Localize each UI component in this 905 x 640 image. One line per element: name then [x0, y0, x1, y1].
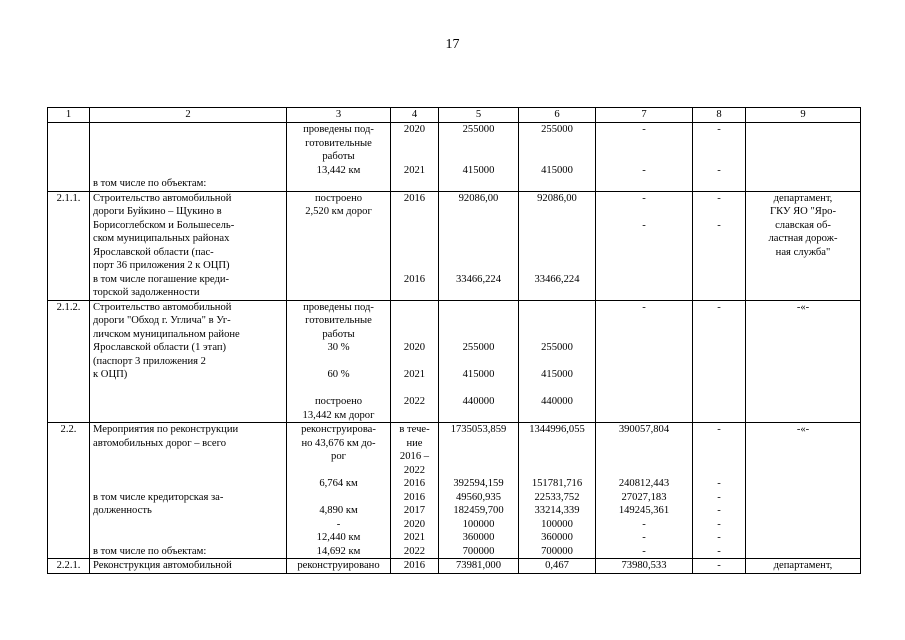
cell-line: -: [642, 545, 646, 557]
year-cell: [391, 300, 439, 423]
cell-line: -: [717, 518, 721, 530]
federal-amount-cell: [519, 423, 596, 559]
cell-line: [696, 137, 742, 151]
cell-line: [522, 205, 592, 219]
cell-line: 30 %: [327, 342, 350, 353]
regional-amount-cell: [596, 423, 693, 559]
cell-line: автомобильных дорог – всего: [93, 437, 227, 449]
cell-line: [522, 382, 592, 396]
federal-amount-cell: [519, 123, 596, 192]
cell-line: Строительство автомобильной: [93, 301, 232, 313]
cell-line: -: [717, 424, 721, 435]
cell-line: [599, 205, 689, 219]
cell-line: 2016 –: [399, 451, 430, 462]
cell-line: -«-: [796, 424, 810, 435]
cell-line: [394, 246, 435, 260]
other-amount-cell: [693, 423, 746, 559]
cell-line: Строительство автомобильной: [93, 192, 232, 204]
cell-line: 415000: [462, 369, 495, 380]
total-amount-cell: [439, 559, 519, 574]
item-number-cell: [48, 123, 90, 192]
cell-line: проведены под-: [303, 301, 374, 313]
cell-line: 33466,224: [534, 273, 580, 285]
cell-line: 182459,700: [453, 505, 504, 516]
cell-line: [599, 464, 689, 478]
cell-line: 0,467: [545, 560, 569, 571]
cell-line: Мероприятия по реконструкции: [93, 424, 239, 435]
header-cell: 8: [693, 108, 746, 123]
cell-line: в том числе кредиторская за-: [93, 491, 224, 503]
cell-line: 2016: [403, 560, 426, 571]
cell-line: -: [717, 478, 721, 489]
cell-line: 255000: [462, 342, 495, 353]
regional-amount-cell: [596, 191, 693, 300]
cell-line: 73980,533: [621, 560, 667, 571]
cell-line: [599, 137, 689, 151]
cell-line: [442, 301, 515, 315]
header-cell: 9: [746, 108, 861, 123]
cell-line: 6,764 км: [319, 478, 358, 489]
other-amount-cell: [693, 191, 746, 300]
cell-line: 151781,716: [531, 478, 583, 489]
cell-line: [522, 450, 592, 464]
program-table: [47, 107, 861, 574]
cell-line: [93, 137, 283, 151]
cell-line: 2,520 км дорог: [305, 206, 372, 217]
other-amount-cell: [693, 300, 746, 423]
cell-line: ная служба": [775, 246, 831, 258]
year-cell: [391, 423, 439, 559]
total-amount-cell: [439, 300, 519, 423]
cell-line: Реконструкция автомобильной: [93, 560, 232, 571]
cell-line: [93, 164, 283, 178]
cell-line: [522, 328, 592, 342]
header-cell: 2: [90, 108, 287, 123]
cell-line: 73981,000: [455, 560, 502, 571]
cell-line: [442, 382, 515, 396]
cell-line: [442, 232, 515, 246]
cell-line: -: [642, 532, 646, 543]
executor-cell: [746, 423, 861, 559]
cell-line: реконструирова-: [301, 424, 376, 435]
cell-line: [442, 464, 515, 478]
cell-line: рог: [331, 451, 346, 462]
cell-line: [442, 314, 515, 328]
cell-line: [394, 219, 435, 233]
cell-line: 92086,00: [458, 192, 499, 204]
header-cell: 1: [48, 108, 90, 123]
cell-line: [522, 246, 592, 260]
cell-line: 27027,183: [621, 491, 667, 503]
cell-line: 1735053,859: [450, 424, 507, 435]
cell-line: ГКУ ЯО "Яро-: [769, 206, 836, 217]
cell-line: -: [642, 124, 646, 135]
cell-line: 92086,00: [537, 192, 577, 204]
cell-line: работы: [322, 151, 355, 162]
table-row: [48, 423, 861, 559]
page-number: 17: [445, 37, 460, 52]
result-cell: [287, 300, 391, 423]
cell-line: [394, 314, 435, 328]
cell-line: 255000: [541, 124, 573, 135]
cell-line: 390057,804: [618, 424, 670, 435]
cell-line: 100000: [541, 518, 573, 530]
cell-line: -: [336, 518, 341, 530]
cell-line: 2016: [403, 273, 426, 285]
cell-line: [522, 301, 592, 315]
cell-line: к ОЦП): [93, 369, 128, 380]
cell-line: 33214,339: [534, 505, 580, 516]
executor-cell: [746, 123, 861, 192]
cell-line: -: [717, 192, 721, 204]
cell-line: [93, 518, 283, 532]
cell-line: -: [642, 192, 646, 204]
cell-line: [93, 531, 283, 545]
cell-line: 700000: [462, 545, 495, 557]
cell-line: Ярославской области (пас-: [93, 246, 214, 258]
other-amount-cell: [693, 559, 746, 574]
cell-line: -: [717, 491, 721, 503]
regional-amount-cell: [596, 559, 693, 574]
cell-line: 14,692 км: [316, 545, 361, 557]
year-cell: [391, 123, 439, 192]
cell-line: -: [717, 124, 721, 135]
cell-line: 12,440 км: [316, 532, 361, 543]
result-cell: [287, 423, 391, 559]
cell-line: [442, 219, 515, 233]
description-cell: [90, 423, 287, 559]
cell-line: департамент,: [773, 560, 833, 571]
cell-line: ние: [406, 437, 423, 449]
cell-line: [394, 150, 435, 164]
cell-line: [394, 137, 435, 151]
result-cell: [287, 123, 391, 192]
cell-line: [522, 137, 592, 151]
cell-line: [93, 450, 283, 464]
cell-line: 2016: [403, 192, 426, 204]
cell-line: 4,890 км: [319, 505, 358, 516]
cell-line: готовительные: [305, 137, 372, 149]
cell-line: 255000: [541, 342, 573, 353]
cell-line: 415000: [541, 164, 573, 176]
cell-line: 2022: [403, 464, 426, 476]
cell-line: [599, 450, 689, 464]
cell-line: 440000: [462, 396, 495, 407]
cell-line: 22533,752: [534, 491, 580, 503]
cell-line: 2016: [403, 491, 426, 503]
cell-line: в том числе по объектам:: [93, 178, 207, 189]
cell-line: 2021: [403, 369, 426, 380]
table-row: [48, 300, 861, 423]
cell-line: долженность: [93, 505, 152, 516]
cell-line: [696, 437, 742, 451]
header-cell: 3: [287, 108, 391, 123]
cell-line: [290, 382, 387, 396]
cell-line: [394, 301, 435, 315]
cell-line: [394, 328, 435, 342]
cell-line: [442, 355, 515, 369]
cell-line: [442, 205, 515, 219]
cell-line: в тече-: [399, 424, 430, 435]
year-cell: [391, 559, 439, 574]
result-cell: [287, 559, 391, 574]
cell-line: 2017: [403, 505, 426, 516]
cell-line: [522, 150, 592, 164]
cell-line: реконструировано: [297, 560, 380, 571]
cell-line: 33466,224: [455, 273, 502, 285]
cell-line: 240812,443: [618, 478, 670, 489]
cell-line: славская об-: [775, 219, 831, 231]
cell-line: 360000: [541, 532, 573, 543]
cell-line: -: [642, 301, 646, 313]
cell-line: [290, 355, 387, 369]
other-amount-cell: [693, 123, 746, 192]
executor-cell: [746, 191, 861, 300]
cell-line: [696, 205, 742, 219]
description-cell: [90, 191, 287, 300]
total-amount-cell: [439, 423, 519, 559]
cell-line: 60 %: [327, 369, 350, 380]
cell-line: 392594,159: [453, 478, 504, 489]
cell-line: [442, 150, 515, 164]
cell-line: 440000: [541, 396, 573, 407]
cell-line: [696, 450, 742, 464]
cell-line: -«-: [796, 301, 810, 313]
cell-line: [442, 437, 515, 451]
total-amount-cell: [439, 191, 519, 300]
cell-line: [599, 437, 689, 451]
cell-line: -: [717, 505, 721, 516]
cell-line: [394, 259, 435, 273]
header-row: [48, 108, 861, 123]
item-number-cell: [48, 300, 90, 423]
cell-line: 415000: [462, 164, 495, 176]
cell-line: Ярославской области (1 этап): [93, 342, 227, 353]
cell-line: [394, 232, 435, 246]
cell-line: 2022: [403, 396, 426, 407]
cell-line: -: [717, 560, 721, 571]
cell-line: [394, 382, 435, 396]
cell-line: проведены под-: [303, 124, 374, 135]
cell-line: -: [717, 301, 721, 313]
cell-line: -: [717, 219, 721, 231]
cell-line: 2.1.1.: [56, 192, 81, 204]
cell-line: построено: [314, 396, 363, 407]
cell-line: -: [717, 532, 721, 543]
result-cell: [287, 191, 391, 300]
cell-line: [522, 355, 592, 369]
cell-line: 255000: [462, 124, 495, 135]
cell-line: готовительные: [305, 315, 372, 326]
cell-line: в том числе погашение креди-: [93, 273, 230, 285]
cell-line: [442, 246, 515, 260]
item-number-cell: [48, 423, 90, 559]
cell-line: 360000: [462, 532, 495, 543]
cell-line: 2022: [403, 545, 426, 557]
cell-line: [522, 437, 592, 451]
description-cell: [90, 123, 287, 192]
cell-line: 700000: [541, 545, 573, 557]
executor-cell: [746, 559, 861, 574]
cell-line: [696, 464, 742, 478]
cell-line: 2.2.: [60, 424, 77, 435]
cell-line: ском муниципальных районах: [93, 233, 230, 244]
federal-amount-cell: [519, 559, 596, 574]
header-cell: 6: [519, 108, 596, 123]
table-row: [48, 123, 861, 192]
cell-line: 149245,361: [618, 505, 670, 516]
cell-line: 2.1.2.: [56, 301, 81, 313]
cell-line: [442, 450, 515, 464]
cell-line: дороги "Обход г. Углича" в Уг-: [93, 315, 231, 326]
cell-line: ластная дорож-: [768, 233, 838, 244]
cell-line: [93, 464, 283, 478]
cell-line: -: [642, 219, 646, 231]
cell-line: [522, 259, 592, 273]
cell-line: 415000: [541, 369, 573, 380]
cell-line: построено: [314, 192, 363, 204]
cell-line: -: [717, 164, 721, 176]
header-cell: 7: [596, 108, 693, 123]
executor-cell: [746, 300, 861, 423]
regional-amount-cell: [596, 300, 693, 423]
item-number-cell: [48, 559, 90, 574]
cell-line: [442, 259, 515, 273]
cell-line: 2020: [403, 124, 426, 135]
federal-amount-cell: [519, 300, 596, 423]
cell-line: порт 36 приложения 2 к ОЦП): [93, 260, 230, 271]
cell-line: -: [717, 545, 721, 557]
header-cell: 4: [391, 108, 439, 123]
cell-line: 2021: [403, 532, 426, 543]
cell-line: -: [642, 164, 646, 176]
cell-line: [522, 232, 592, 246]
regional-amount-cell: [596, 123, 693, 192]
cell-line: 2020: [403, 518, 426, 530]
year-cell: [391, 191, 439, 300]
table-row: [48, 191, 861, 300]
cell-line: -: [642, 518, 646, 530]
cell-line: 2020: [403, 342, 426, 353]
cell-line: 2016: [403, 478, 426, 489]
cell-line: личском муниципальном районе: [93, 328, 240, 340]
cell-line: [93, 150, 283, 164]
cell-line: 100000: [462, 518, 495, 530]
cell-line: но 43,676 км до-: [301, 437, 376, 449]
cell-line: [522, 464, 592, 478]
cell-line: [93, 123, 283, 137]
cell-line: [599, 150, 689, 164]
cell-line: [522, 314, 592, 328]
cell-line: дороги Буйкино – Щукино в: [93, 206, 222, 217]
cell-line: 2021: [403, 164, 426, 176]
cell-line: [442, 328, 515, 342]
cell-line: [442, 137, 515, 151]
cell-line: 13,442 км: [316, 164, 361, 176]
cell-line: [522, 219, 592, 233]
cell-line: [290, 464, 387, 478]
federal-amount-cell: [519, 191, 596, 300]
cell-line: Борисоглебском и Большесель-: [93, 219, 235, 231]
cell-line: (паспорт 3 приложения 2: [93, 355, 206, 367]
cell-line: [394, 205, 435, 219]
description-cell: [90, 559, 287, 574]
cell-line: [93, 477, 283, 491]
cell-line: 1344996,055: [529, 424, 585, 435]
cell-line: 49560,935: [455, 491, 502, 503]
item-number-cell: [48, 191, 90, 300]
table-row: [48, 559, 861, 574]
cell-line: торской задолженности: [93, 287, 200, 298]
cell-line: департамент,: [773, 192, 833, 204]
cell-line: [696, 150, 742, 164]
description-cell: [90, 300, 287, 423]
cell-line: в том числе по объектам:: [93, 545, 207, 557]
cell-line: 13,442 км дорог: [302, 409, 375, 421]
cell-line: [394, 355, 435, 369]
cell-line: работы: [322, 328, 355, 340]
cell-line: [290, 491, 387, 505]
cell-line: 2.2.1.: [56, 560, 81, 571]
header-cell: 5: [439, 108, 519, 123]
total-amount-cell: [439, 123, 519, 192]
